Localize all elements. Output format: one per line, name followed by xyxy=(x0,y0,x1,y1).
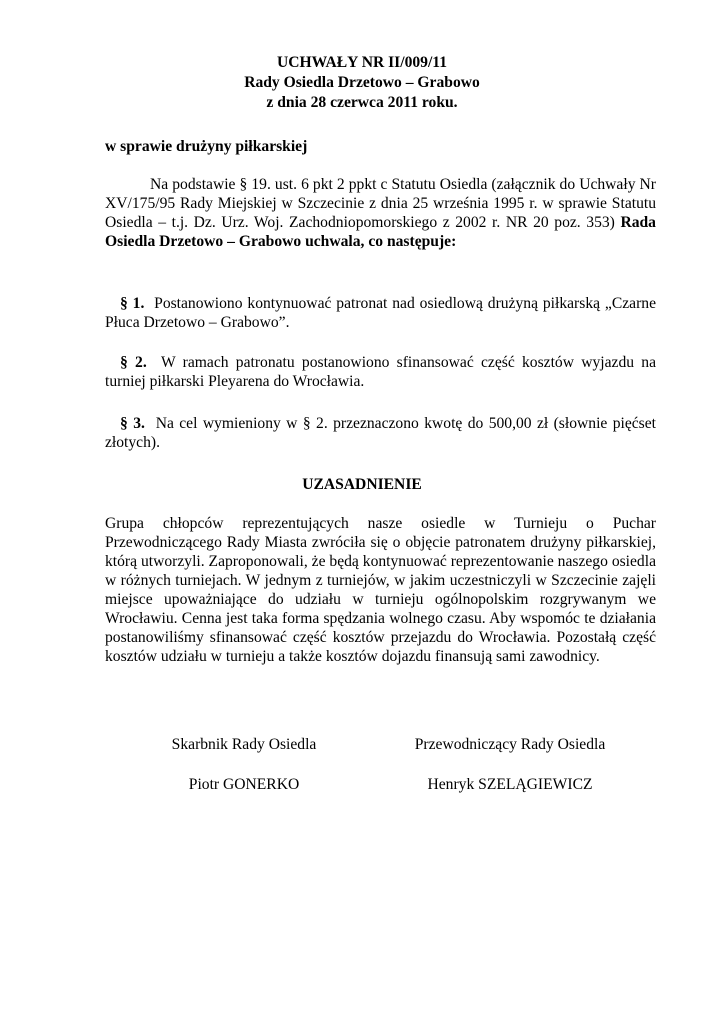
signature-left-role: Skarbnik Rady Osiedla xyxy=(171,736,317,753)
section-3-text: Na cel wymieniony w § 2. przeznaczono kwotę do 500,00 zł (słownie pięćset złotych). xyxy=(105,415,657,451)
preamble-paragraph xyxy=(105,175,656,251)
justification-title: UZASADNIENIE xyxy=(302,476,422,493)
section-2-paragraph xyxy=(105,353,656,391)
preamble-text: Na podstawie § 19. ust. 6 pkt 2 ppkt c Statutu Osiedla (załącznik do Uchwały Nr XV/175/95 Rady Miejskiej w Szczecinie z dnia 25 września 1995 r. w sprawie Statutu Osiedla – t.j. Dz. Urz. Woj. Zachodniopomorskiego z 2002 r. NR 20 poz. 353) xyxy=(105,176,656,231)
signature-left-name: Piotr GONERKO xyxy=(188,776,300,793)
section-2-number: § 2. xyxy=(120,354,147,371)
document-header xyxy=(0,53,724,113)
section-1-number: § 1. xyxy=(120,295,145,312)
section-3-paragraph xyxy=(105,414,656,452)
section-1-paragraph xyxy=(105,294,656,332)
resolution-number: UCHWAŁY NR II/009/11 xyxy=(276,54,448,71)
resolution-date: z dnia 28 czerwca 2011 roku. xyxy=(266,94,458,111)
resolution-subject: w sprawie drużyny piłkarskiej xyxy=(105,138,308,155)
justification-paragraph: Grupa chłopców reprezentujących nasze osiedle w Turnieju o Puchar Przewodniczącego Rady Miasta zwróciła się o objęcie patronatem drużyny piłkarskiej, którą utworzyli. Zaproponowali, że będą kontynuować reprezentowanie naszego osiedla w różnych turniejach. W jednym z turniejów, w jakim uczestniczyli w Szczecinie zajęli miejsce upoważniające do udziału w turnieju ogólnopolskim rozgrywanym we Wrocławiu. Cenna jest taka forma spędzania wolnego czasu. Aby wspomóc te działania postanowiliśmy sfinansować część kosztów przejazdu do Wrocławia. Pozostałą część kosztów udziału w turnieju a także kosztów dojazdu finansują sami zawodnicy. xyxy=(105,515,656,665)
section-3-number: § 3. xyxy=(120,415,145,432)
section-1-text: Postanowiono kontynuować patronat nad osiedlową drużyną piłkarską „Czarne Płuca Drzetowo – Grabowo”. xyxy=(105,295,656,331)
council-name: Rady Osiedla Drzetowo – Grabowo xyxy=(244,74,480,91)
signature-right-role: Przewodniczący Rady Osiedla xyxy=(414,736,606,753)
signature-right-name: Henryk SZELĄGIEWICZ xyxy=(427,776,593,793)
preamble-bold-tail: Rada Osiedla Drzetowo – Grabowo uchwala, co następuje: xyxy=(105,214,656,250)
section-2-text: W ramach patronatu postanowiono sfinansować część kosztów wyjazdu na turniej piłkarski Pleyarena do Wrocławia. xyxy=(105,354,657,390)
